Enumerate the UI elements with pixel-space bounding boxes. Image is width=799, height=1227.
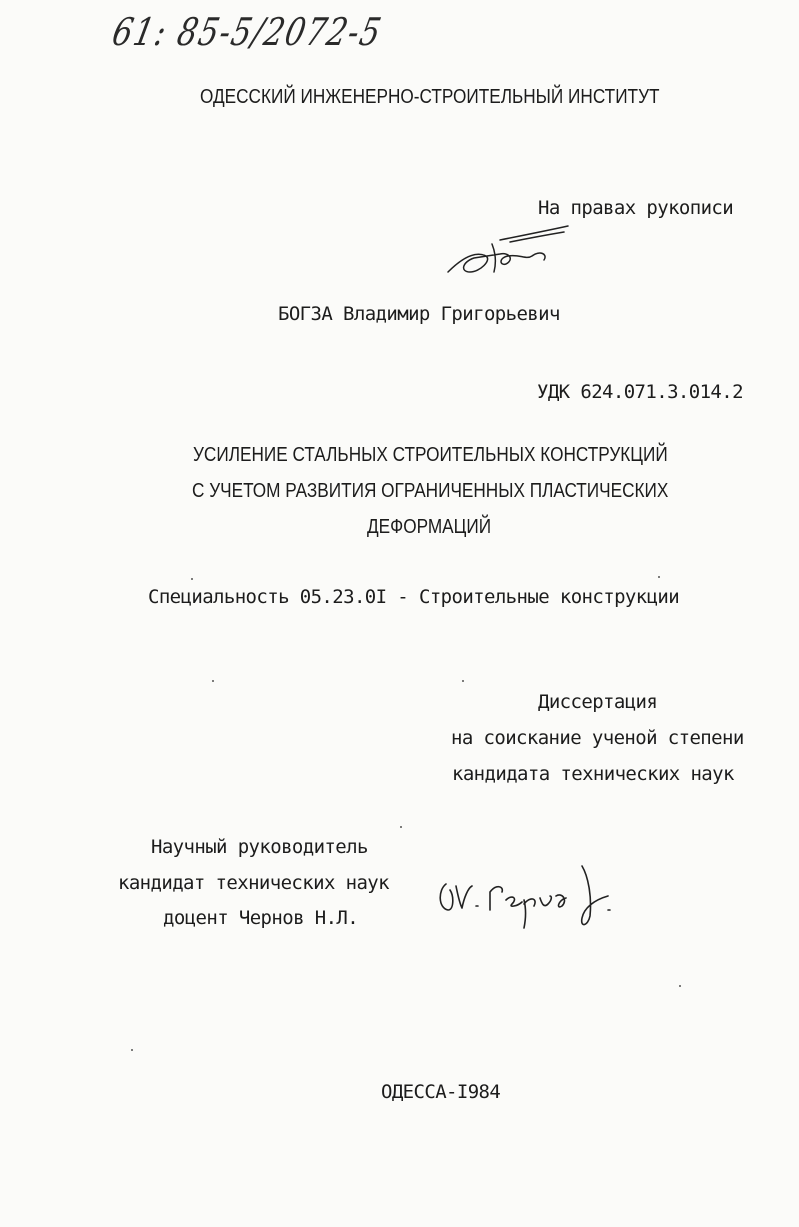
dissertation-line-1: Диссертация <box>538 691 658 713</box>
supervisor-line-1: Научный руководитель <box>151 836 368 858</box>
handwritten-stamp-number: 61: 85-5/2072-5 <box>108 10 387 54</box>
scan-speck <box>462 680 464 682</box>
author-signature <box>440 220 575 282</box>
title-line-1: УСИЛЕНИЕ СТАЛЬНЫХ СТРОИТЕЛЬНЫХ КОНСТРУКЦИЙ <box>193 444 668 466</box>
title-line-3: ДЕФОРМАЦИЙ <box>367 516 492 538</box>
specialty-line: Специальность 05.23.0I - Строительные конструкции <box>148 586 680 608</box>
author-name: БОГЗА Владимир Григорьевич <box>278 303 560 325</box>
udc-code: УДК 624.071.3.014.2 <box>537 381 743 403</box>
supervisor-signature <box>432 856 622 934</box>
scan-speck <box>679 985 681 987</box>
supervisor-line-3: доцент Чернов Н.Л. <box>163 907 359 929</box>
scan-speck <box>400 826 402 828</box>
dissertation-line-2: на соискание ученой степени <box>451 727 744 749</box>
manuscript-rights-note: На правах рукописи <box>538 197 734 219</box>
scan-speck <box>191 578 193 580</box>
city-year: ОДЕССА-I984 <box>381 1081 501 1103</box>
scan-speck <box>212 680 214 682</box>
supervisor-line-2: кандидат технических наук <box>118 872 389 894</box>
scan-speck <box>131 1049 133 1051</box>
institute-name: ОДЕССКИЙ ИНЖЕНЕРНО-СТРОИТЕЛЬНЫЙ ИНСТИТУТ <box>200 86 660 108</box>
scan-speck <box>658 576 660 578</box>
title-line-2: С УЧЕТОМ РАЗВИТИЯ ОГРАНИЧЕННЫХ ПЛАСТИЧЕСКИХ <box>192 480 669 502</box>
dissertation-line-3: кандидата технических наук <box>452 763 734 785</box>
